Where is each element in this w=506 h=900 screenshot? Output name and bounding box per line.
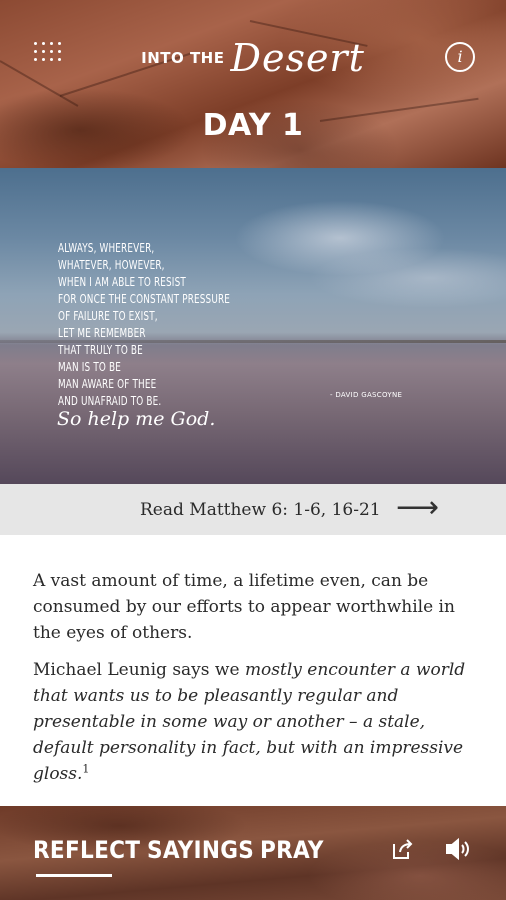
- brand-small-text: INTO THE: [141, 49, 225, 67]
- share-icon[interactable]: [390, 836, 416, 862]
- quote-line: AND UNAFRAID TO BE.: [58, 394, 162, 408]
- tab-pray[interactable]: PRAY: [260, 836, 324, 864]
- bottom-nav: [0, 806, 506, 900]
- footnote-marker[interactable]: 1: [82, 762, 90, 776]
- quote-line: MAN IS TO BE: [58, 360, 121, 374]
- quote-closing: So help me God.: [57, 408, 216, 430]
- quote-line: ALWAYS, WHEREVER,: [58, 241, 155, 255]
- tab-sayings[interactable]: SAYINGS: [147, 836, 255, 864]
- header: [0, 0, 506, 168]
- quoted-text: mostly encounter a world that wants us to be pleasantly regular and presentable in some way or another – a stale, default personality in fact, but with an impressive gloss.: [33, 660, 466, 784]
- quote-line: OF FAILURE TO EXIST,: [58, 309, 158, 323]
- quote-line: WHEN I AM ABLE TO RESIST: [58, 275, 186, 289]
- quote-line: LET ME REMEMBER: [58, 326, 146, 340]
- speaker-icon[interactable]: [444, 836, 470, 862]
- quote-image: [0, 168, 506, 484]
- read-scripture-link[interactable]: [0, 484, 506, 535]
- quote-text: [58, 240, 268, 410]
- brand-script-text: Desert: [230, 36, 365, 80]
- day-title: DAY 1: [202, 108, 304, 143]
- quote-line: WHATEVER, HOWEVER,: [58, 258, 165, 272]
- quote-line: MAN AWARE OF THEE: [58, 377, 157, 391]
- arrow-right-icon: ⟶: [396, 490, 440, 525]
- quote-author: - DAVID GASCOYNE: [330, 391, 403, 399]
- reflection-text: [33, 568, 483, 798]
- active-tab-indicator: [36, 874, 112, 877]
- paragraph: A vast amount of time, a lifetime even, can be consumed by our efforts to appear worthwhile in the eyes of others.: [33, 571, 455, 643]
- paragraph: [33, 657, 483, 787]
- tab-reflect[interactable]: REFLECT: [33, 836, 141, 864]
- quote-line: FOR ONCE THE CONSTANT PRESSURE: [58, 292, 231, 306]
- read-scripture-label: Read Matthew 6: 1-6, 16-21: [140, 500, 381, 520]
- app-logo: [0, 36, 506, 80]
- quote-line: THAT TRULY TO BE: [58, 343, 143, 357]
- info-icon[interactable]: i: [445, 42, 475, 72]
- paragraph-text: Michael Leunig says we: [33, 660, 245, 680]
